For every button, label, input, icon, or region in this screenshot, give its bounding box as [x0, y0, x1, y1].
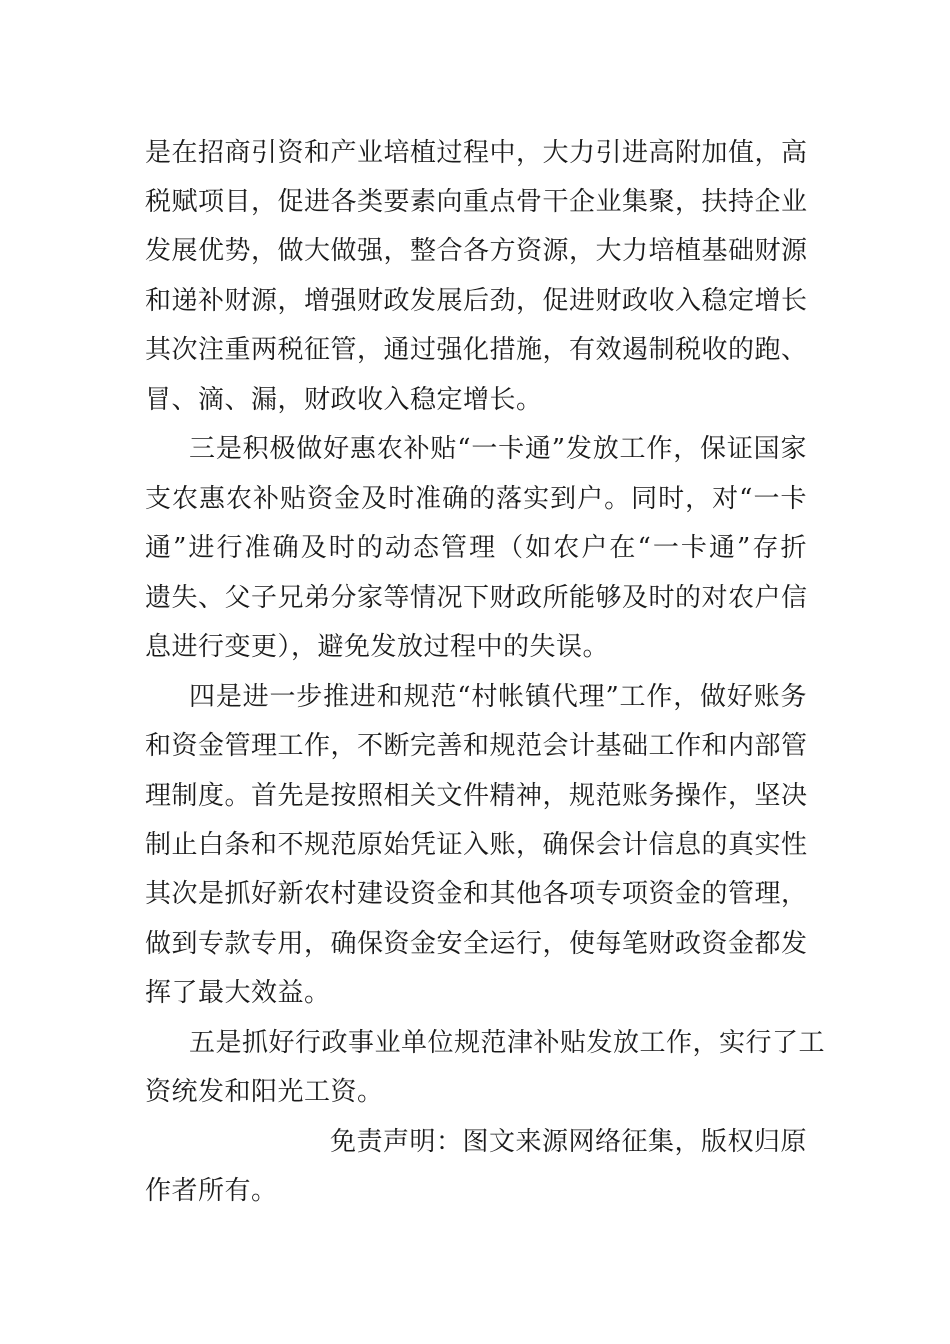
disclaimer-line-2: 作者所有。 [145, 1176, 278, 1206]
paragraph-3-line-5: 其次是抓好新农村建设资金和其他各项专项资金的管理， [145, 879, 808, 909]
paragraph-3-line-1: 四是进一步推进和规范“村帐镇代理”工作，做好账务 [189, 682, 807, 712]
paragraph-1-line-4: 和递补财源，增强财政发展后劲，促进财政收入稳定增长 [145, 286, 808, 316]
paragraph-2-line-5: 息进行变更），避免发放过程中的失误。 [145, 632, 610, 662]
paragraph-3-line-4: 制止白条和不规范原始凭证入账，确保会计信息的真实性 [145, 830, 808, 860]
paragraph-1-line-2: 税赋项目，促进各类要素向重点骨干企业集聚，扶持企业 [145, 187, 808, 217]
paragraph-3-line-3: 理制度。首先是按照相关文件精神，规范账务操作，坚决 [145, 781, 808, 811]
paragraph-3-line-6: 做到专款专用，确保资金安全运行，使每笔财政资金都发 [145, 929, 808, 959]
paragraph-3-line-7: 挥了最大效益。 [145, 978, 331, 1008]
disclaimer-line-1: 免责声明：图文来源网络征集，版权归原 [329, 1127, 807, 1157]
paragraph-2-line-4: 遗失、父子兄弟分家等情况下财政所能够及时的对农户信 [145, 583, 808, 613]
paragraph-1-line-3: 发展优势，做大做强，整合各方资源，大力培植基础财源 [145, 236, 808, 266]
paragraph-1-line-6: 冒、滴、漏，财政收入稳定增长。 [145, 385, 543, 415]
paragraph-2-line-2: 支农惠农补贴资金及时准确的落实到户。同时，对“一卡 [145, 484, 807, 514]
paragraph-1-line-5: 其次注重两税征管，通过强化措施，有效遏制税收的跑、 [145, 335, 808, 365]
paragraph-2-line-3: 通”进行准确及时的动态管理（如农户在“一卡通”存折 [145, 533, 807, 563]
paragraph-4-line-1: 五是抓好行政事业单位规范津补贴发放工作，实行了工 [189, 1028, 826, 1058]
paragraph-3-line-2: 和资金管理工作，不断完善和规范会计基础工作和内部管 [145, 731, 808, 761]
paragraph-4-line-2: 资统发和阳光工资。 [145, 1077, 384, 1107]
paragraph-1-line-1: 是在招商引资和产业培植过程中，大力引进高附加值，高 [145, 138, 808, 168]
paragraph-2-line-1: 三是积极做好惠农补贴“一卡通”发放工作，保证国家 [189, 434, 807, 464]
